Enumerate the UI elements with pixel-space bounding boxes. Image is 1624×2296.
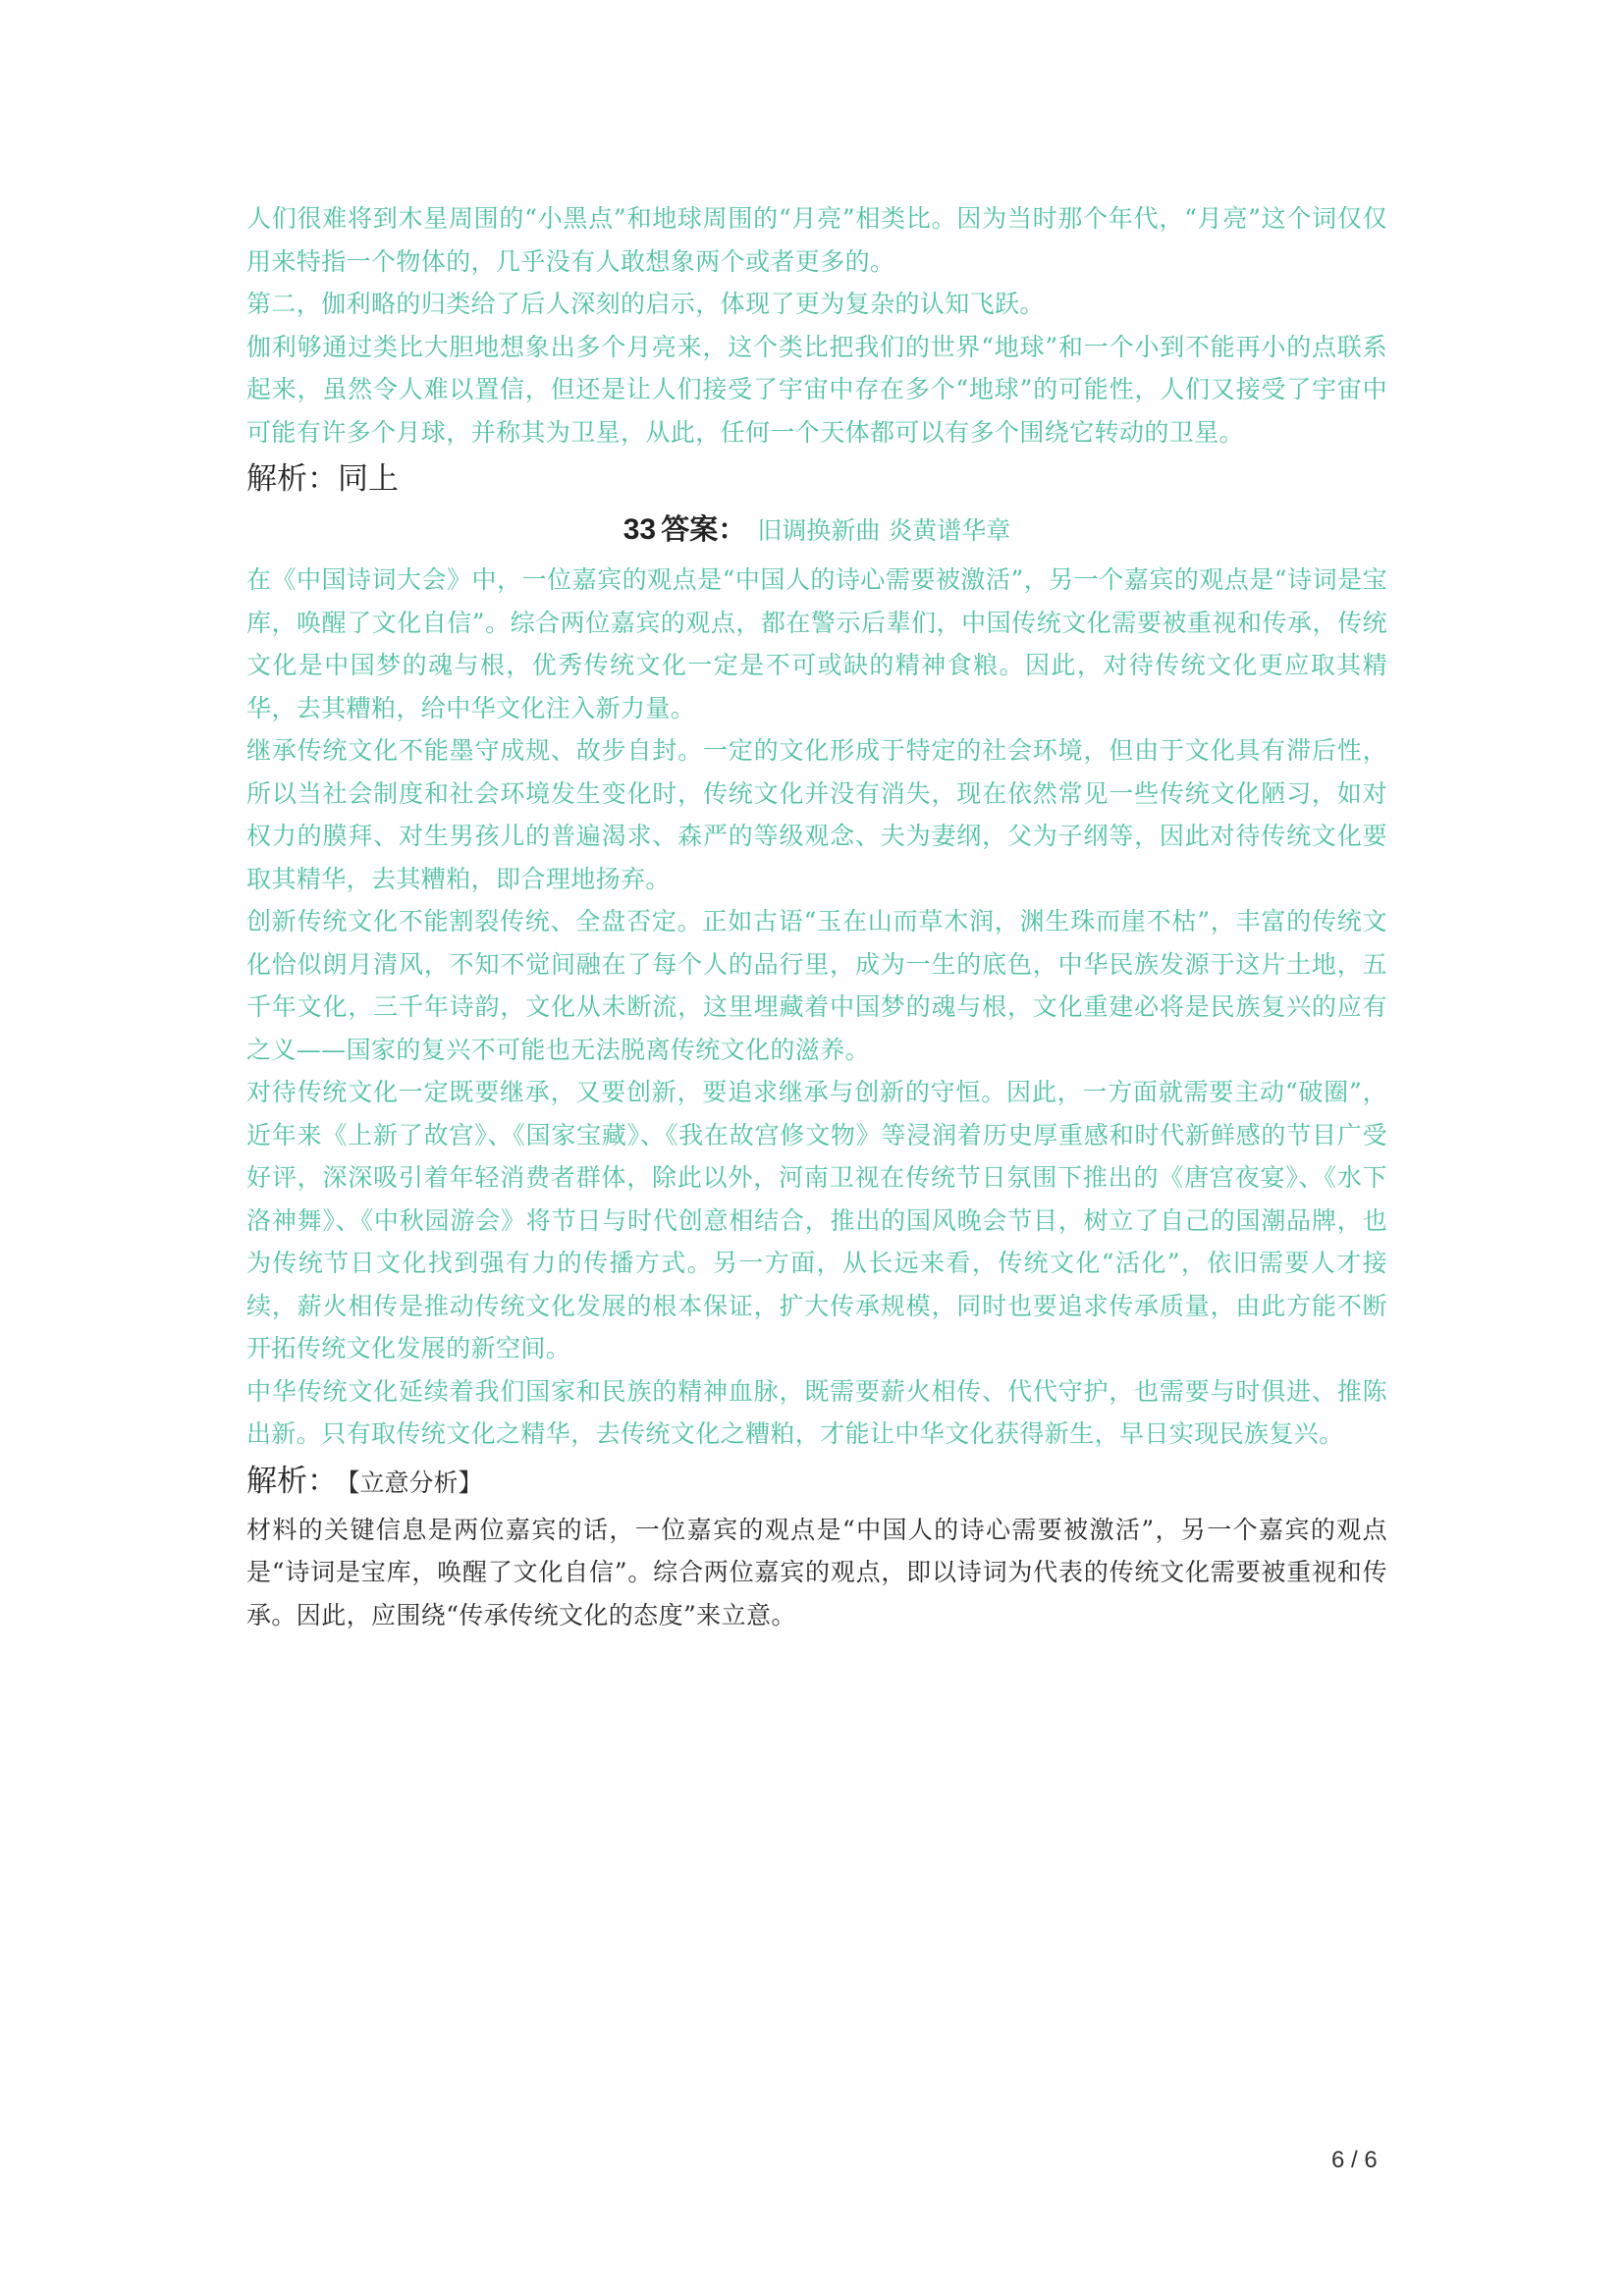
page-content: [246, 197, 1387, 1636]
analysis-tag: 【立意分析】: [348, 1468, 483, 1497]
question-number: 33: [623, 513, 657, 546]
essay-paragraph-intro: 在《中国诗词大会》中，一位嘉宾的观点是“中国人的诗心需要被激活”，另一个嘉宾的观点是“诗词是宝库，唤醒了文化自信”。综合两位嘉宾的观点，都在警示后辈们，中国传统文化需要被重视和传承，传统文化是中国梦的魂与根，优秀传统文化一定是不可或缺的精神食粮。因此，对待传统文化更应取其精华，去其糟粕，给中华文化注入新力量。: [246, 565, 1387, 722]
analysis-label: 解析：: [246, 1463, 338, 1499]
analysis-text: 材料的关键信息是两位嘉宾的话，一位嘉宾的观点是“中国人的诗心需要被激活”，另一个嘉宾的观点是“诗词是宝库，唤醒了文化自信”。综合两位嘉宾的观点，即以诗词为代表的传统文化需要被重视和传承。因此，应围绕“传承传统文化的态度”来立意。: [246, 1515, 1387, 1629]
analysis-heading-same: 解析：同上: [246, 461, 399, 497]
answer-label: 答案：: [661, 512, 747, 546]
essay-paragraph-balance: 对待传统文化一定既要继承，又要创新，要追求继承与创新的守恒。因此，一方面就需要主动“破圈”，近年来《上新了故宫》、《国家宝藏》、《我在故宫修文物》等浸润着历史厚重感和时代新鲜感的节目广受好评，深深吸引着年轻消费者群体，除此以外，河南卫视在传统节日氛围下推出的《唐宫夜宴》、《水下洛神舞》、《中秋园游会》将节日与时代创意相结合，推出的国风晚会节目，树立了自己的国潮品牌，也为传统节日文化找到强有力的传播方式。另一方面，从长远来看，传统文化“活化”，依旧需要人才接续，薪火相传是推动传统文化发展的根本保证，扩大传承规模，同时也要追求传承质量，由此方能不断开拓传统文化发展的新空间。: [246, 1078, 1387, 1362]
paragraph-galileo-analogy: 伽利够通过类比大胆地想象出多个月亮来，这个类比把我们的世界“地球”和一个小到不能再小的点联系起来，虽然令人难以置信，但还是让人们接受了宇宙中存在多个“地球”的可能性，人们又接受了宇宙中可能有许多个月球，并称其为卫星，从此，任何一个天体都可以有多个围绕它转动的卫星。: [246, 332, 1387, 447]
essay-paragraph-innovate: 创新传统文化不能割裂传统、全盘否定。正如古语“玉在山而草木润，渊生珠而崖不枯”，丰富的传统文化恰似朗月清风，不知不觉间融在了每个人的品行里，成为一生的底色，中华民族发源于这片土地，五千年文化，三千年诗韵，文化从未断流，这里埋藏着中国梦的魂与根，文化重建必将是民族复兴的应有之义——国家的复兴不可能也无法脱离传统文化的滋养。: [246, 907, 1387, 1064]
answer-33-heading: [246, 505, 1387, 559]
analysis-heading: [246, 1458, 1387, 1507]
essay-paragraph-conclusion: 中华传统文化延续着我们国家和民族的精神血脉，既需要薪火相传、代代守护，也需要与时俱进、推陈出新。只有取传统文化之精华，去传统文化之糟粕，才能让中华文化获得新生，早日实现民族复兴。: [246, 1376, 1387, 1448]
paragraph-moon-comparison: 人们很难将到木星周围的“小黑点”和地球周围的“月亮”相类比。因为当时那个年代，“月亮”这个词仅仅用来特指一个物体的，几乎没有人敢想象两个或者更多的。: [246, 204, 1387, 276]
paragraph-second-point: 第二，伽利略的归类给了后人深刻的启示，体现了更为复杂的认知飞跃。: [246, 290, 1045, 318]
essay-paragraph-inherit: 继承传统文化不能墨守成规、故步自封。一定的文化形成于特定的社会环境，但由于文化具有滞后性，所以当社会制度和社会环境发生变化时，传统文化并没有消失，现在依然常见一些传统文化陋习，如对权力的膜拜、对生男孩儿的普遍渴求、森严的等级观念、夫为妻纲，父为子纲等，因此对待传统文化要取其精华，去其糟粕，即合理地扬弃。: [246, 736, 1387, 893]
page-number: 6 / 6: [1331, 2147, 1378, 2173]
essay-title: 旧调换新曲 炎黄谱华章: [757, 516, 1011, 545]
